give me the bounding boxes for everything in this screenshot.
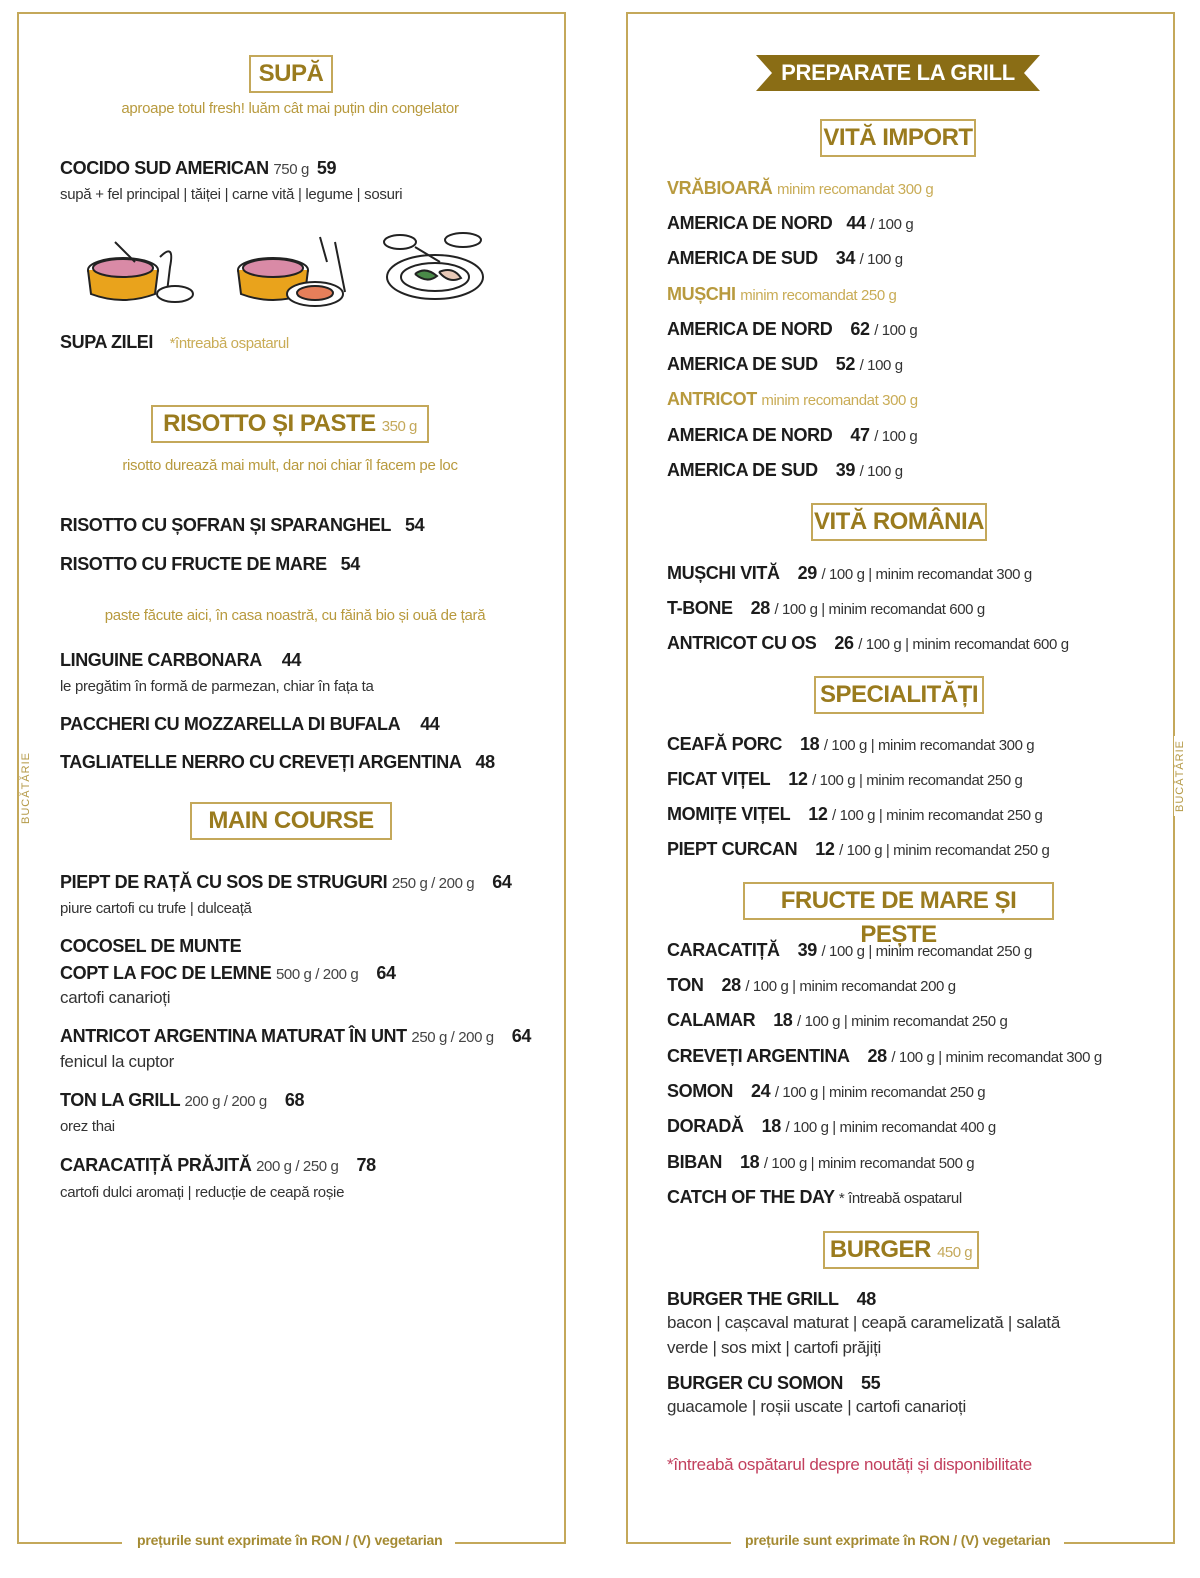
menu-item-biban: BIBAN 18 / 100 g | minim recomandat 500 g [667,1152,975,1172]
divider [626,1542,731,1544]
availability-note: *întreabă ospătarul despre noutăți și disponibilitate [667,1455,1032,1474]
side-label: BUCĂTĂRIE [20,748,32,828]
menu-item-rata: PIEPT DE RAȚĂ CU SOS DE STRUGURI 250 g / 200 g 64 [60,872,512,892]
section-title-risotto: RISOTTO ȘI PASTE 350 g [151,405,429,443]
menu-item-burger-somon: BURGER CU SOMON 55 [667,1373,881,1393]
menu-item-calamar: CALAMAR 18 / 100 g | minim recomandat 250 g [667,1010,1008,1030]
divider [455,1542,564,1544]
item-description: fenicul la cuptor [60,1052,174,1071]
menu-item-caracatita: CARACATIȚĂ 39 / 100 g | minim recomandat 250 g [667,940,1032,960]
side-label: BUCĂTĂRIE [1174,736,1186,816]
menu-item-creveti: CREVEȚI ARGENTINA 28 / 100 g | minim recomandat 300 g [667,1046,1102,1066]
menu-item-risotto-sofran: RISOTTO CU ȘOFRAN ȘI SPARANGHEL 54 [60,515,425,535]
menu-item-antricot-os: ANTRICOT CU OS 26 / 100 g | minim recomandat 600 g [667,633,1069,653]
section-title-fructe-de-mare: FRUCTE DE MARE ȘI PEȘTE [743,882,1054,920]
menu-item-somon: SOMON 24 / 100 g | minim recomandat 250 g [667,1081,986,1101]
section-title-burger: BURGER 450 g [823,1231,979,1269]
menu-item-momite-vitel: MOMIȚE VIȚEL 12 / 100 g | minim recomandat 250 g [667,804,1043,824]
menu-item-burger-the-grill: BURGER THE GRILL 48 [667,1289,876,1309]
section-tagline: aproape totul fresh! luăm cât mai puțin din congelator [121,100,459,117]
menu-item-tagliatelle: TAGLIATELLE NERRO CU CREVEȚI ARGENTINA 48 [60,752,495,772]
cut-muschi: MUȘCHI minim recomandat 250 g [667,284,897,304]
menu-item-linguine: LINGUINE CARBONARA 44 [60,650,302,670]
item-description: cartofi canarioți [60,988,171,1007]
item-description: verde | sos mixt | cartofi prăjiți [667,1338,882,1357]
menu-item-t-bone: T-BONE 28 / 100 g | minim recomandat 600 g [667,598,985,618]
menu-item-supa-zilei: SUPA ZILEI *întreabă ospatarul [60,332,289,352]
section-title-main-course: MAIN COURSE [190,802,392,840]
soup-illustration [75,222,505,312]
menu-item-america-sud: AMERICA DE SUD 39 / 100 g [667,460,903,480]
item-description: le pregătim în formă de parmezan, chiar în fața ta [60,678,374,695]
menu-item-america-nord: AMERICA DE NORD 44 / 100 g [667,213,914,233]
section-title-vita-import: VITĂ IMPORT [820,119,976,157]
item-description: cartofi dulci aromați | reducție de ceapă roșie [60,1184,345,1201]
menu-item-ficat-vitel: FICAT VIȚEL 12 / 100 g | minim recomandat 250 g [667,769,1023,789]
menu-item-america-nord: AMERICA DE NORD 47 / 100 g [667,425,918,445]
divider [1064,1542,1173,1544]
section-title-specialitati: SPECIALITĂȚI [814,676,984,714]
menu-item-ton: TON LA GRILL 200 g / 200 g 68 [60,1090,305,1110]
menu-item-cocosel-line1: COCOSEL DE MUNTE [60,936,242,956]
item-description: bacon | cașcaval maturat | ceapă caramelizată | salată [667,1313,1060,1332]
menu-item-catch-of-the-day: CATCH OF THE DAY * întreabă ospatarul [667,1187,962,1207]
section-title-supa: SUPĂ [249,55,333,93]
menu-item-piept-curcan: PIEPT CURCAN 12 / 100 g | minim recomandat 250 g [667,839,1050,859]
section-tagline: risotto durează mai mult, dar noi chiar îl facem pe loc [122,457,458,474]
pot-illustration [88,242,193,302]
cut-antricot: ANTRICOT minim recomandat 300 g [667,389,918,409]
menu-item-antricot: ANTRICOT ARGENTINA MATURAT ÎN UNT 250 g / 200 g 64 [60,1026,531,1046]
section-title-vita-romania: VITĂ ROMÂNIA [811,503,987,541]
pot-illustration [238,237,345,306]
footer-note: prețurile sunt exprimate în RON / (V) vegetarian [137,1532,443,1548]
menu-item-ceafa-porc: CEAFĂ PORC 18 / 100 g | minim recomandat 300 g [667,734,1035,754]
menu-item-ton: TON 28 / 100 g | minim recomandat 200 g [667,975,956,995]
plate-illustration [384,233,483,299]
menu-item-america-sud: AMERICA DE SUD 34 / 100 g [667,248,903,268]
item-description: supă + fel principal | tăiței | carne vită | legume | sosuri [60,186,403,203]
menu-item-paccheri: PACCHERI CU MOZZARELLA DI BUFALA 44 [60,714,440,734]
footer-note: prețurile sunt exprimate în RON / (V) vegetarian [745,1532,1051,1548]
menu-item-muschi-vita: MUȘCHI VITĂ 29 / 100 g | minim recomandat 300 g [667,563,1032,583]
item-description: orez thai [60,1118,115,1135]
item-description: guacamole | roșii uscate | cartofi canarioți [667,1397,966,1416]
divider [17,1542,122,1544]
menu-item-america-nord: AMERICA DE NORD 62 / 100 g [667,319,918,339]
cut-vrabioara: VRĂBIOARĂ minim recomandat 300 g [667,178,934,198]
item-description: piure cartofi cu trufe | dulceață [60,900,252,917]
menu-item-cocido: COCIDO SUD AMERICAN 750 g 59 [60,158,337,178]
grill-banner-title: PREPARATE LA GRILL [781,60,1015,85]
menu-item-dorada: DORADĂ 18 / 100 g | minim recomandat 400 g [667,1116,996,1136]
menu-item-risotto-fructe: RISOTTO CU FRUCTE DE MARE 54 [60,554,360,574]
menu-item-cocosel: COPT LA FOC DE LEMNE 500 g / 200 g 64 [60,963,396,983]
menu-item-america-sud: AMERICA DE SUD 52 / 100 g [667,354,903,374]
section-tagline: paste făcute aici, în casa noastră, cu făină bio și ouă de țară [104,607,486,624]
menu-item-caracatita: CARACATIȚĂ PRĂJITĂ 200 g / 250 g 78 [60,1155,376,1175]
